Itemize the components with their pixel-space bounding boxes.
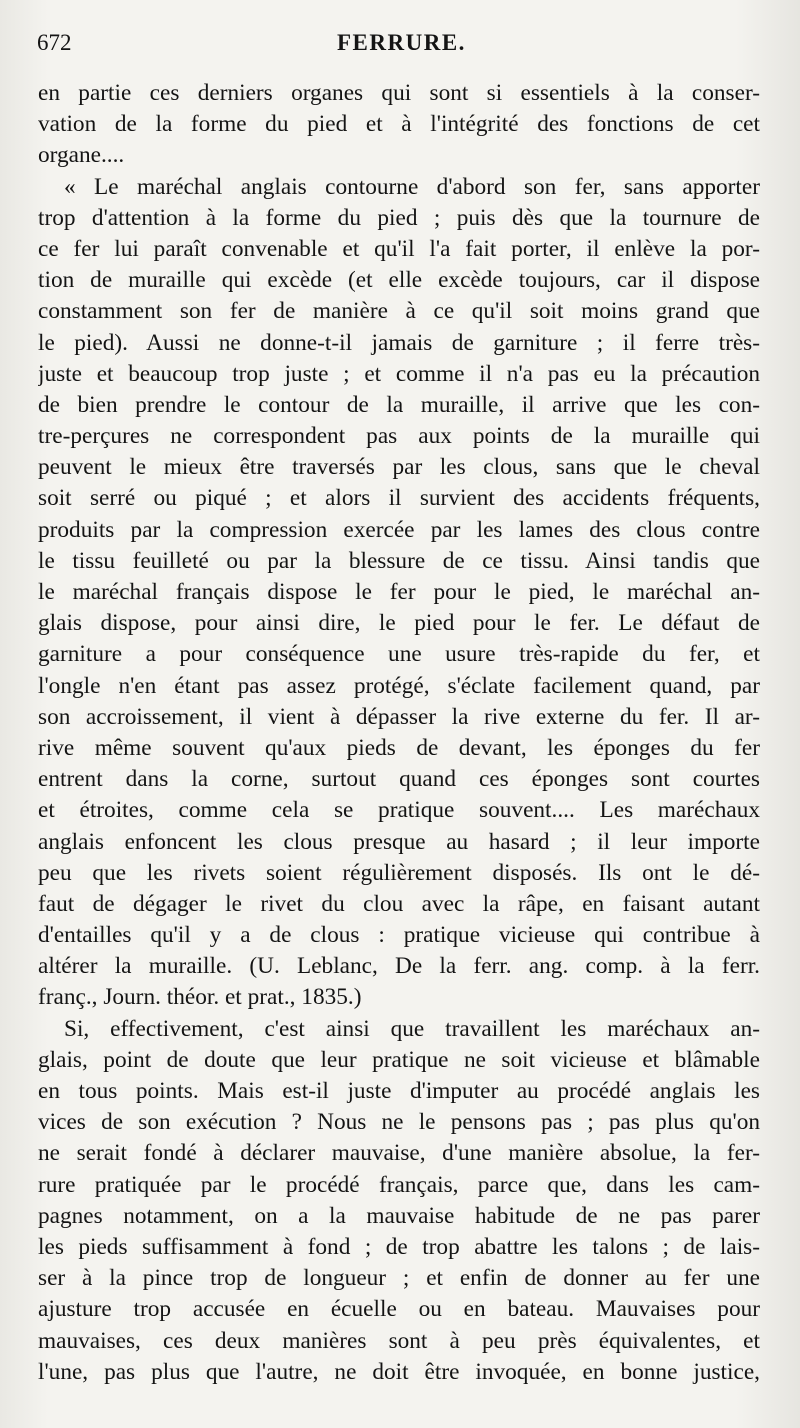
text-line: son accroissement, il vient à dépasser la rive externe du fer. Il ar- [38,703,760,730]
text-line: de bien prendre le contour de la muraille, il arrive que les con- [38,391,760,418]
text-line: peu que les rivets soient régulièrement disposés. Ils ont le dé- [38,859,760,886]
text-line: franç., Journ. théor. et prat., 1835.) [38,984,362,1011]
body-text [38,78,760,1388]
page-number: 672 [37,30,72,55]
text-line: le maréchal français dispose le fer pour le pied, le maréchal an- [38,579,760,605]
text-line: le tissu feuilleté ou par la blessure de ce tissu. Ainsi tandis que [38,547,760,574]
text-line: constamment son fer de manière à ce qu'il soit moins grand que [38,298,760,325]
text-line: tre-perçures ne correspondent pas aux points de la muraille qui [38,423,760,450]
text-line: ne serait fondé à déclarer mauvaise, d'une manière absolue, la fer- [38,1140,760,1167]
text-line: juste et beaucoup trop juste ; et comme il n'a pas eu la précaution [38,360,760,387]
text-line: garniture a pour conséquence une usure très-rapide du fer, et [38,641,760,668]
text-line: Si, effectivement, c'est ainsi que travaillent les maréchaux an- [64,1015,760,1042]
text-line: produits par la compression exercée par les lames des clous contre [38,516,760,543]
text-line: rive même souvent qu'aux pieds de devant, les éponges du fer [38,734,760,761]
text-line: le pied). Aussi ne donne-t-il jamais de garniture ; il ferre très- [38,329,760,356]
text-line: « Le maréchal anglais contourne d'abord son fer, sans apporter [64,173,760,200]
text-line: tion de muraille qui excède (et elle excède toujours, car il dispose [38,267,760,294]
text-line: ce fer lui paraît convenable et qu'il l'a fait porter, il enlève la por- [38,235,760,262]
text-line: ser à la pince trop de longueur ; et enfin de donner au fer une [38,1265,760,1292]
text-line: en partie ces derniers organes qui sont si essentiels à la conser- [38,80,760,106]
text-line: d'entailles qu'il y a de clous : pratique vicieuse qui contribue à [38,922,760,949]
text-line: soit serré ou piqué ; et alors il survient des accidents fréquents, [38,485,760,512]
text-line: mauvaises, ces deux manières sont à peu près équivalentes, et [38,1327,760,1354]
text-line: anglais enfoncent les clous presque au hasard ; il leur importe [38,828,760,855]
text-line: peuvent le mieux être traversés par les clous, sans que le cheval [38,454,760,481]
text-line: organe.... [38,142,125,169]
page-header [37,30,760,70]
text-line: en tous points. Mais est-il juste d'imputer au procédé anglais les [38,1078,760,1104]
text-line: altérer la muraille. (U. Leblanc, De la ferr. ang. comp. à la ferr. [38,953,760,980]
text-line: vices de son exécution ? Nous ne le pensons pas ; pas plus qu'on [38,1109,760,1136]
text-line: rure pratiquée par le procédé français, parce que, dans les cam- [38,1171,760,1198]
text-line: faut de dégager le rivet du clou avec la râpe, en faisant autant [38,890,760,917]
text-line: et étroites, comme cela se pratique souvent.... Les maréchaux [38,797,760,824]
text-line: l'ongle n'en étant pas assez protégé, s'éclate facilement quand, par [38,672,760,699]
text-line: trop d'attention à la forme du pied ; puis dès que la tournure de [38,204,760,231]
text-line: pagnes notamment, on a la mauvaise habitude de ne pas parer [38,1202,760,1229]
text-line: glais, point de doute que leur pratique ne soit vicieuse et blâmable [38,1046,760,1073]
text-line: glais dispose, pour ainsi dire, le pied pour le fer. Le défaut de [38,610,760,637]
text-line: vation de la forme du pied et à l'intégrité des fonctions de cet [38,111,760,138]
running-head: FERRURE. [337,30,466,55]
text-line: ajusture trop accusée en écuelle ou en bateau. Mauvaises pour [38,1296,760,1323]
text-line: les pieds suffisamment à fond ; de trop abattre les talons ; de lais- [38,1233,760,1260]
text-line: entrent dans la corne, surtout quand ces éponges sont courtes [38,766,760,793]
text-line: l'une, pas plus que l'autre, ne doit être invoquée, en bonne justice, [38,1358,760,1385]
